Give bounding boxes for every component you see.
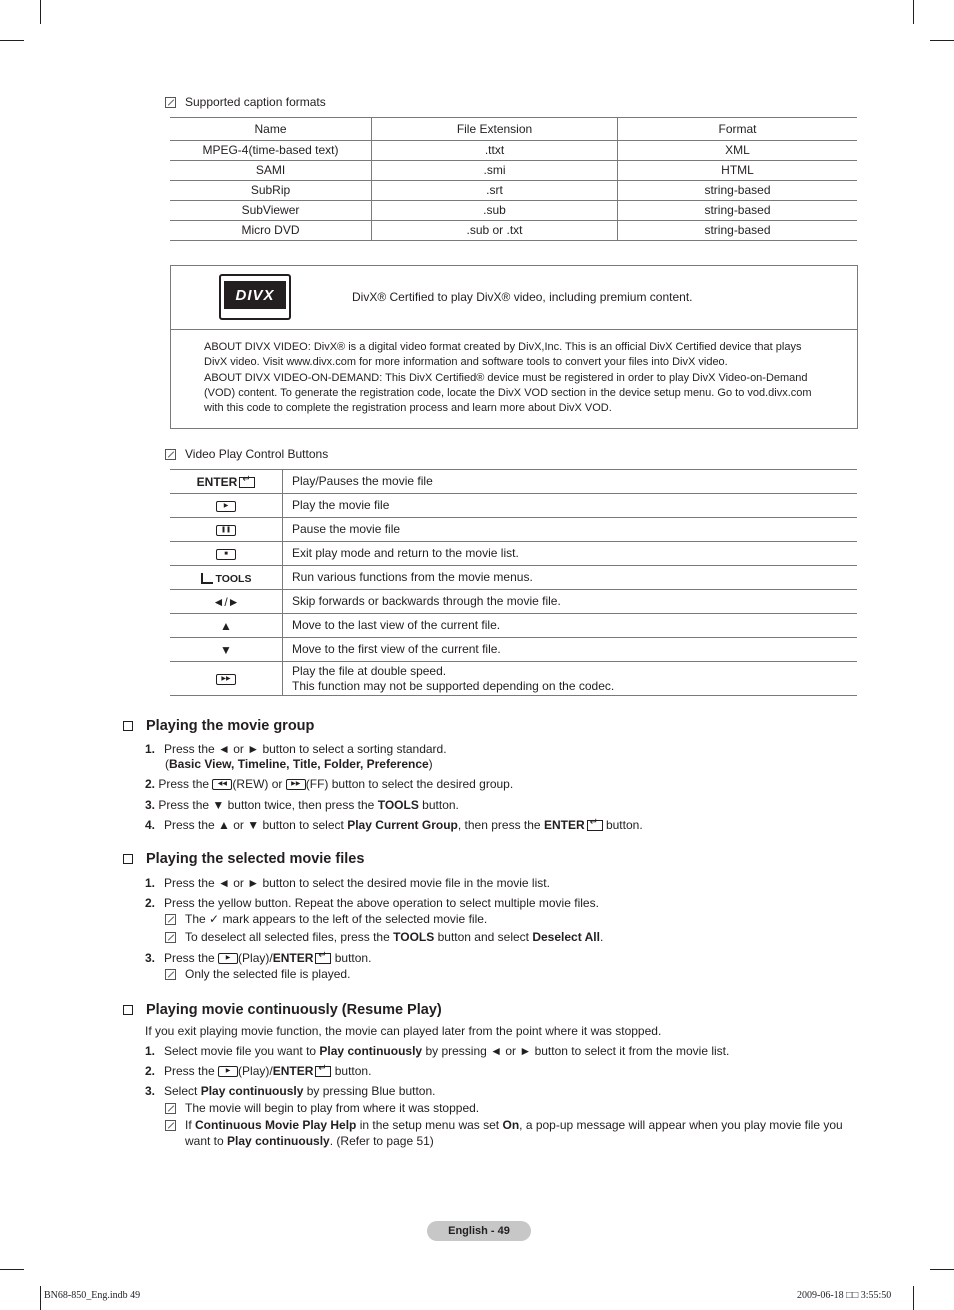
table-cell: HTML <box>618 161 858 181</box>
fast-forward-icon: ▶▶ <box>216 674 236 685</box>
section-title: Playing the selected movie files <box>123 851 364 867</box>
table-cell: Move to the first view of the current file. <box>283 638 858 662</box>
column-header: File Extension <box>372 118 618 141</box>
table-row <box>170 181 857 201</box>
table-cell: Play the file at double speed. This function may not be supported depending on the codec. <box>283 662 858 696</box>
square-bullet-icon <box>123 721 133 731</box>
table-cell: Play the movie file <box>283 494 858 518</box>
fast-forward-icon: ▶▶ <box>286 779 306 790</box>
step-4: 4. Press the ▲ or ▼ button to select Play Current Group, then press the ENTER↵ button. <box>145 818 643 832</box>
pause-icon: ❚❚ <box>216 525 236 536</box>
table-row <box>170 221 857 241</box>
step-2: 2. Press the yellow button. Repeat the above operation to select multiple movie files. <box>145 896 599 910</box>
up-arrow-icon: ▲ <box>170 614 283 638</box>
table-row <box>170 638 857 662</box>
step-2: 2. Press the ◀◀ (REW) or ▶▶ (FF) button to select the desired group. <box>145 777 514 791</box>
table-cell: string-based <box>618 221 858 241</box>
play-icon: ▶ <box>218 953 238 964</box>
table-cell: Play/Pauses the movie file <box>283 470 858 494</box>
square-bullet-icon <box>123 1005 133 1015</box>
check-mark-icon: ✓ <box>209 912 220 926</box>
crop-mark <box>930 40 954 41</box>
enter-icon <box>315 953 331 964</box>
divx-certified-row <box>171 266 857 330</box>
control-buttons-table <box>170 469 857 696</box>
divx-about-line: DivX video. Visit www.divx.com for more information and software tools to convert your files into DivX video. <box>204 356 728 369</box>
note: The ✓ mark appears to the left of the selected movie file. <box>165 911 487 927</box>
step-3: 3. Select Play continuously by pressing Blue button. <box>145 1084 436 1098</box>
table-cell: .ttxt <box>372 141 618 161</box>
down-arrow-icon: ▼ <box>170 638 283 662</box>
column-header: Name <box>170 118 372 141</box>
step-1: 1. Select movie file you want to Play continuously by pressing ◄ or ► button to select it from the movie list. <box>145 1044 730 1058</box>
step-1: 1. Press the ◄ or ► button to select a sorting standard. <box>145 742 447 756</box>
table-header-row <box>170 118 857 141</box>
table-row <box>170 494 857 518</box>
step-2: 2. Press the ▶ (Play)/ENTER↵ button. <box>145 1064 371 1078</box>
note-icon <box>165 969 176 980</box>
section-title: Playing movie continuously (Resume Play) <box>123 1002 442 1018</box>
column-header: Format <box>618 118 858 141</box>
note: Only the selected file is played. <box>165 966 350 982</box>
note-icon <box>165 1103 176 1114</box>
table-cell: .smi <box>372 161 618 181</box>
table-cell: SubRip <box>170 181 372 201</box>
note-icon <box>165 1120 176 1131</box>
stop-icon: ■ <box>216 549 236 560</box>
table-cell: Run various functions from the movie menus. <box>283 566 858 590</box>
enter-icon <box>315 1066 331 1077</box>
divx-about-line: ABOUT DIVX VIDEO-ON-DEMAND: This DivX Certified® device must be registered in order to play DivX Video-on-Demand <box>204 371 808 384</box>
enter-button-key: ENTER↵ <box>170 470 283 494</box>
table-cell: .sub or .txt <box>372 221 618 241</box>
table-cell: .srt <box>372 181 618 201</box>
print-timestamp: 2009-06-18 □□ 3:55:50 <box>797 1290 892 1301</box>
divx-about-line: ABOUT DIVX VIDEO: DivX® is a digital video format created by DivX,Inc. This is an official DivX Certified device that plays <box>204 341 802 353</box>
divx-logo <box>219 274 291 320</box>
left-right-arrows-icon: ◄/► <box>170 590 283 614</box>
caption-formats-heading: Supported caption formats <box>165 94 326 110</box>
table-cell: MPEG-4(time-based text) <box>170 141 372 161</box>
table-row <box>170 470 857 494</box>
section-title: Playing the movie group <box>123 718 314 734</box>
step-3: 3. Press the ▶ (Play)/ENTER↵ button. <box>145 951 371 965</box>
note: If Continuous Movie Play Help in the setup menu was set On, a pop-up message will appear when you play movie file you want to Play continuously. (Refer to page 51) <box>165 1117 865 1149</box>
divx-about-line: (VOD) content. To generate the registration code, locate the DivX VOD section in the device setup menu. Go to vod.divx.com <box>204 386 812 399</box>
divx-info-box <box>170 265 858 429</box>
crop-mark <box>40 1286 41 1310</box>
table-row <box>170 141 857 161</box>
table-row <box>170 161 857 181</box>
note-icon <box>165 449 176 460</box>
crop-mark <box>913 0 914 24</box>
crop-mark <box>0 40 24 41</box>
enter-icon <box>587 820 603 831</box>
divx-certified-text: DivX® Certified to play DivX® video, including premium content. <box>352 290 693 304</box>
page-number-badge: English - 49 <box>427 1221 531 1241</box>
note-icon <box>165 97 176 108</box>
table-cell: string-based <box>618 181 858 201</box>
table-cell: .sub <box>372 201 618 221</box>
square-bullet-icon <box>123 854 133 864</box>
play-icon: ▶ <box>216 501 236 512</box>
table-cell: Move to the last view of the current file. <box>283 614 858 638</box>
step-3: 3. Press the ▼ button twice, then press the TOOLS button. <box>145 798 459 812</box>
table-row <box>170 614 857 638</box>
enter-icon <box>239 477 255 488</box>
crop-mark <box>930 1269 954 1270</box>
table-row <box>170 662 857 696</box>
divx-about-line: with this code to complete the registration process and learn more about DivX VOD. <box>204 402 612 415</box>
table-cell: string-based <box>618 201 858 221</box>
table-cell: Pause the movie file <box>283 518 858 542</box>
tools-icon <box>201 573 213 584</box>
note-icon <box>165 914 176 925</box>
controls-heading: Video Play Control Buttons <box>165 446 328 462</box>
table-cell: SAMI <box>170 161 372 181</box>
section-intro: If you exit playing movie function, the movie can played later from the point where it was stopped. <box>145 1024 662 1038</box>
crop-mark <box>40 0 41 24</box>
note-icon <box>165 932 176 943</box>
crop-mark <box>913 1286 914 1310</box>
note: To deselect all selected files, press the TOOLS button and select Deselect All . <box>165 929 603 945</box>
table-cell: Exit play mode and return to the movie list. <box>283 542 858 566</box>
rewind-icon: ◀◀ <box>212 779 232 790</box>
step-1: 1. Press the ◄ or ► button to select the desired movie file in the movie list. <box>145 876 550 890</box>
table-row <box>170 518 857 542</box>
divx-about-text <box>204 340 819 416</box>
note: The movie will begin to play from where it was stopped. <box>165 1100 479 1116</box>
table-cell: Skip forwards or backwards through the movie file. <box>283 590 858 614</box>
step-1-options: (Basic View, Timeline, Title, Folder, Preference) <box>165 757 433 771</box>
caption-formats-table <box>170 117 857 241</box>
table-cell: Micro DVD <box>170 221 372 241</box>
table-row: TOOLS Run various functions from the movie menus. <box>170 566 857 590</box>
divx-logo-text: DIVX <box>224 281 286 309</box>
table-cell: XML <box>618 141 858 161</box>
play-icon: ▶ <box>218 1066 238 1077</box>
table-row <box>170 542 857 566</box>
table-cell: SubViewer <box>170 201 372 221</box>
table-row <box>170 590 857 614</box>
crop-mark <box>0 1269 24 1270</box>
file-name: BN68-850_Eng.indb 49 <box>44 1290 141 1301</box>
table-row <box>170 201 857 221</box>
